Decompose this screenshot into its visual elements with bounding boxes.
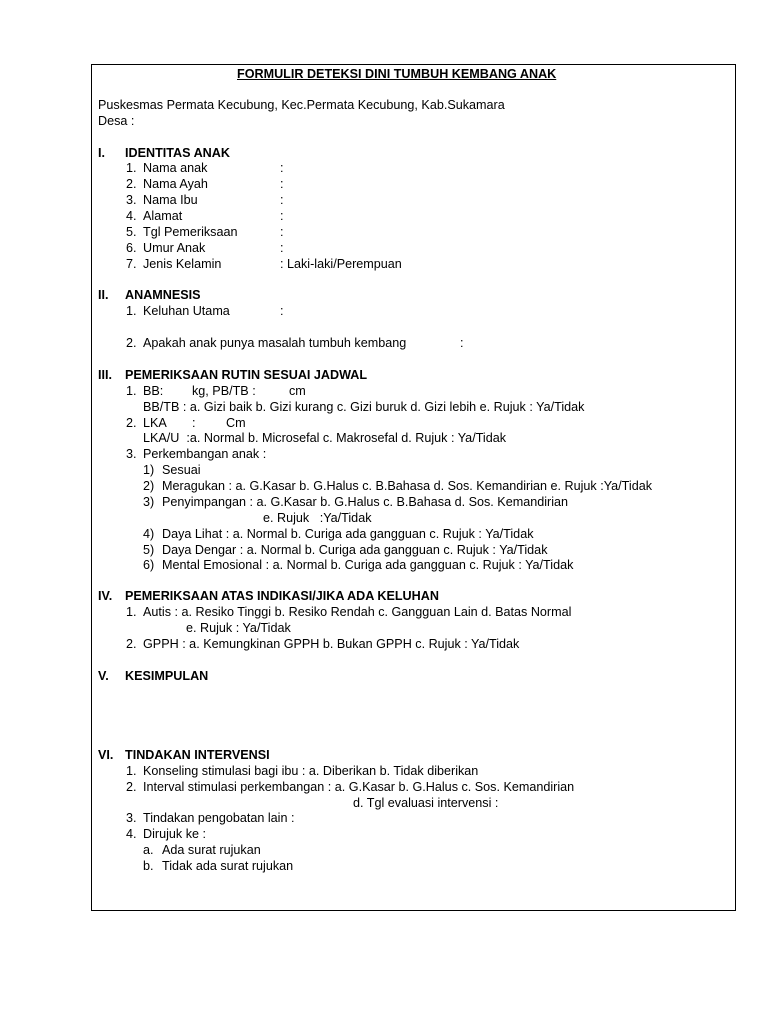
s3-sub-3-num: 3)	[143, 495, 155, 509]
s3-item-2-lka: LKA	[143, 416, 167, 430]
s3-item-2-num: 2.	[126, 416, 137, 430]
s3-sub-1-text: Sesuai	[162, 463, 201, 477]
section-4-title: PEMERIKSAAN ATAS INDIKASI/JIKA ADA KELUHAN	[125, 589, 439, 603]
s1-item-4-num: 4.	[126, 209, 137, 223]
s2-item-2-label: Apakah anak punya masalah tumbuh kembang	[143, 336, 407, 350]
s6-item-2-num: 2.	[126, 780, 137, 794]
s1-item-5-value: :	[280, 225, 284, 239]
s3-sub-4-num: 4)	[143, 527, 155, 541]
s3-item-2-cm: Cm	[226, 416, 246, 430]
s6-item-3-num: 3.	[126, 811, 137, 825]
s1-item-6-num: 6.	[126, 241, 137, 255]
s3-sub-2-num: 2)	[143, 479, 155, 493]
section-2-number: II.	[98, 288, 109, 302]
s6-item-4-text: Dirujuk ke :	[143, 827, 206, 841]
s6-item-3-text: Tindakan pengobatan lain :	[143, 811, 295, 825]
s3-sub-6-num: 6)	[143, 558, 155, 572]
section-2-title: ANAMNESIS	[125, 288, 201, 302]
s2-item-1-num: 1.	[126, 304, 137, 318]
s6-item-2-text: Interval stimulasi perkembangan : a. G.Kasar b. G.Halus c. Sos. Kemandirian	[143, 780, 575, 794]
s1-item-2-value: :	[280, 177, 284, 191]
section-6-title: TINDAKAN INTERVENSI	[125, 748, 270, 762]
s3-sub-1-num: 1)	[143, 463, 155, 477]
s3-item-1-cm: cm	[289, 384, 306, 398]
s6-item-1-num: 1.	[126, 764, 137, 778]
s6-option-a-num: a.	[143, 843, 154, 857]
s1-item-2-num: 2.	[126, 177, 137, 191]
s1-item-1-label: Nama anak	[143, 161, 208, 175]
s1-item-7-value: : Laki-laki/Perempuan	[280, 257, 402, 271]
header-location: Puskesmas Permata Kecubung, Kec.Permata Kecubung, Kab.Sukamara	[98, 98, 505, 112]
header-desa: Desa :	[98, 114, 135, 128]
s1-item-7-num: 7.	[126, 257, 137, 271]
section-1-number: I.	[98, 146, 105, 160]
s4-item-2-text: GPPH : a. Kemungkinan GPPH b. Bukan GPPH c. Rujuk : Ya/Tidak	[143, 637, 520, 651]
s1-item-3-num: 3.	[126, 193, 137, 207]
form-title: FORMULIR DETEKSI DINI TUMBUH KEMBANG ANAK	[237, 67, 557, 81]
s1-item-6-label: Umur Anak	[143, 241, 206, 255]
section-5-title: KESIMPULAN	[125, 669, 209, 683]
s1-item-3-label: Nama Ibu	[143, 193, 198, 207]
s3-item-1-num: 1.	[126, 384, 137, 398]
s6-item-4-num: 4.	[126, 827, 137, 841]
s3-sub-5-num: 5)	[143, 543, 155, 557]
s1-item-5-label: Tgl Pemeriksaan	[143, 225, 238, 239]
s3-item-3-label: Perkembangan anak :	[143, 447, 267, 461]
s2-item-2-num: 2.	[126, 336, 137, 350]
s3-sub-4-text: Daya Lihat : a. Normal b. Curiga ada gangguan c. Rujuk : Ya/Tidak	[162, 527, 534, 541]
s4-item-1-continuation: e. Rujuk : Ya/Tidak	[186, 621, 291, 635]
section-3-title: PEMERIKSAAN RUTIN SESUAI JADWAL	[125, 368, 368, 382]
s6-item-1-text: Konseling stimulasi bagi ibu : a. Diberikan b. Tidak diberikan	[143, 764, 479, 778]
s1-item-7-label: Jenis Kelamin	[143, 257, 222, 271]
s4-item-1-num: 1.	[126, 605, 137, 619]
s1-item-3-value: :	[280, 193, 284, 207]
s4-item-2-num: 2.	[126, 637, 137, 651]
s3-sub-3-continuation: e. Rujuk :Ya/Tidak	[263, 511, 372, 525]
s3-sub-5-text: Daya Dengar : a. Normal b. Curiga ada gangguan c. Rujuk : Ya/Tidak	[162, 543, 548, 557]
s3-sub-3-text: Penyimpangan : a. G.Kasar b. G.Halus c. B.Bahasa d. Sos. Kemandirian	[162, 495, 569, 509]
s1-item-6-value: :	[280, 241, 284, 255]
s1-item-4-value: :	[280, 209, 284, 223]
s4-item-1-text: Autis : a. Resiko Tinggi b. Resiko Rendah c. Gangguan Lain d. Batas Normal	[143, 605, 572, 619]
s6-option-b-text: Tidak ada surat rujukan	[162, 859, 294, 873]
s3-item-1-bbtb: BB/TB : a. Gizi baik b. Gizi kurang c. Gizi buruk d. Gizi lebih e. Rujuk : Ya/Tidak	[143, 400, 585, 414]
s6-option-b-num: b.	[143, 859, 154, 873]
section-6-number: VI.	[98, 748, 114, 762]
section-3-number: III.	[98, 368, 112, 382]
s3-item-2-colon: :	[192, 416, 196, 430]
s1-item-1-num: 1.	[126, 161, 137, 175]
s1-item-1-value: :	[280, 161, 284, 175]
s6-option-a-text: Ada surat rujukan	[162, 843, 261, 857]
s3-item-3-num: 3.	[126, 447, 137, 461]
s2-item-1-colon: :	[280, 304, 284, 318]
s1-item-2-label: Nama Ayah	[143, 177, 208, 191]
section-4-number: IV.	[98, 589, 113, 603]
s6-item-2-continuation: d. Tgl evaluasi intervensi :	[353, 796, 499, 810]
s3-item-1-kg: kg, PB/TB :	[192, 384, 256, 398]
s3-sub-2-text: Meragukan : a. G.Kasar b. G.Halus c. B.Bahasa d. Sos. Kemandirian e. Rujuk :Ya/Tidak	[162, 479, 652, 493]
s2-item-2-colon: :	[460, 336, 464, 350]
s3-item-1-bb: BB:	[143, 384, 164, 398]
s3-sub-6-text: Mental Emosional : a. Normal b. Curiga ada gangguan c. Rujuk : Ya/Tidak	[162, 558, 574, 572]
s3-item-2-lkau: LKA/U :a. Normal b. Microsefal c. Makrosefal d. Rujuk : Ya/Tidak	[143, 431, 507, 445]
s2-item-1-label: Keluhan Utama	[143, 304, 230, 318]
section-5-number: V.	[98, 669, 109, 683]
section-1-title: IDENTITAS ANAK	[125, 146, 230, 160]
s1-item-4-label: Alamat	[143, 209, 183, 223]
s1-item-5-num: 5.	[126, 225, 137, 239]
